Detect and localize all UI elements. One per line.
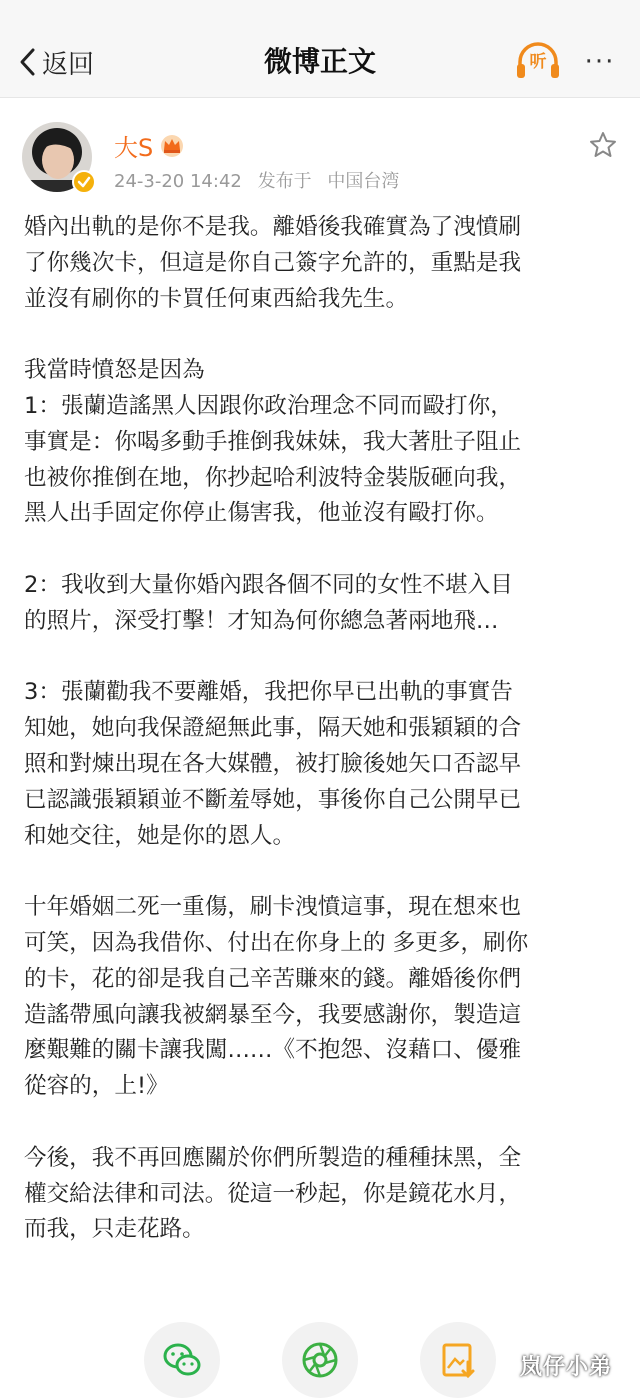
post-text-line: 1：張蘭造謠黑人因跟你政治理念不同而毆打你，	[24, 392, 513, 419]
share-moments-button[interactable]	[282, 1322, 358, 1398]
save-image-button[interactable]	[420, 1322, 496, 1398]
more-icon: ···	[584, 47, 616, 77]
post-text-line: 了你幾次卡，但這是你自己簽字允許的，重點是我	[24, 249, 522, 276]
post-text-line: 十年婚姻二死一重傷，刷卡洩憤這事，現在想來也	[24, 894, 522, 921]
post-paragraph	[24, 353, 620, 532]
post-paragraph	[24, 568, 620, 640]
favorite-button[interactable]	[588, 130, 618, 160]
post-location: 中国台湾	[327, 171, 400, 192]
post-text-line: 知她，她向我保證絕無此事，隔天她和張穎穎的合	[24, 715, 522, 742]
save-image-icon	[438, 1340, 478, 1380]
post-text-line: 3：張蘭勸我不要離婚，我把你早已出軌的事實告	[24, 679, 513, 706]
post-text-line: 2：我收到大量你婚內跟各個不同的女性不堪入目	[24, 571, 513, 598]
back-label: 返回	[42, 49, 95, 80]
post-paragraph	[24, 890, 620, 1105]
page-title: 微博正文	[263, 45, 376, 78]
post-text-line: 和她交往，她是你的恩人。	[24, 822, 296, 849]
chevron-left-icon	[18, 47, 36, 77]
post-text-line: 我當時憤怒是因為	[24, 357, 205, 384]
post-source-prefix: 发布于	[257, 171, 312, 192]
verified-badge-icon	[72, 170, 96, 194]
post-text-line: 造謠帶風向讓我被網暴至今，我要感謝你，製造這	[24, 1001, 522, 1028]
more-options-button[interactable]	[578, 48, 622, 76]
post-text-line: 的照片，深受打擊！才知為何你總急著兩地飛…	[24, 607, 499, 634]
post-paragraph	[24, 210, 620, 317]
crown-vip-icon	[159, 132, 185, 158]
author-name[interactable]	[114, 130, 185, 160]
post-text-line: 權交給法律和司法。從這一秒起，你是鏡花水月，	[24, 1180, 522, 1207]
post-meta	[114, 167, 409, 191]
listen-label: 听	[529, 52, 547, 72]
back-button[interactable]	[18, 40, 94, 84]
post-timestamp: 24-3-20 14:42	[114, 171, 242, 192]
post-text-line: 已認識張穎穎並不斷羞辱她，事後你自己公開早已	[24, 786, 522, 813]
author-name-text: 大S	[114, 133, 154, 162]
post-text-line: 照和對煉出現在各大媒體，被打臉後她矢口否認早	[24, 750, 522, 777]
moments-icon	[300, 1340, 340, 1380]
listen-button[interactable]	[515, 42, 561, 82]
post-text-line: 也被你推倒在地，你抄起哈利波特金裝版砸向我，	[24, 464, 522, 491]
post-text-line: 婚內出軌的是你不是我。離婚後我確實為了洩憤刷	[24, 214, 522, 240]
post-text-line: 可笑，因為我借你、付出在你身上的 多更多，刷你	[24, 929, 529, 956]
post-text-line: 黑人出手固定你停止傷害我，他並沒有毆打你。	[24, 500, 499, 527]
post-paragraph	[24, 1141, 620, 1248]
post-text-line: 的卡，花的卻是我自己辛苦賺來的錢。離婚後你們	[24, 965, 522, 992]
post-paragraph	[24, 675, 620, 854]
post-text-line: 而我，只走花路。	[24, 1216, 205, 1243]
post-text-line: 麼艱難的關卡讓我闖……《不抱怨、沒藉口、優雅	[24, 1037, 522, 1064]
star-icon	[588, 130, 618, 160]
share-wechat-button[interactable]	[144, 1322, 220, 1398]
post-text-line: 從容的，上!》	[24, 1073, 169, 1100]
post-body	[24, 210, 620, 1248]
post-text-line: 並沒有刷你的卡買任何東西給我先生。	[24, 285, 409, 312]
watermark: 岚仔小弟	[520, 1355, 613, 1380]
post-text-line: 今後，我不再回應關於你們所製造的種種抹黑，全	[24, 1144, 522, 1171]
navigation-bar	[0, 0, 640, 98]
wechat-icon	[162, 1340, 202, 1380]
post-text-line: 事實是：你喝多動手推倒我妹妹，我大著肚子阻止	[24, 428, 522, 455]
